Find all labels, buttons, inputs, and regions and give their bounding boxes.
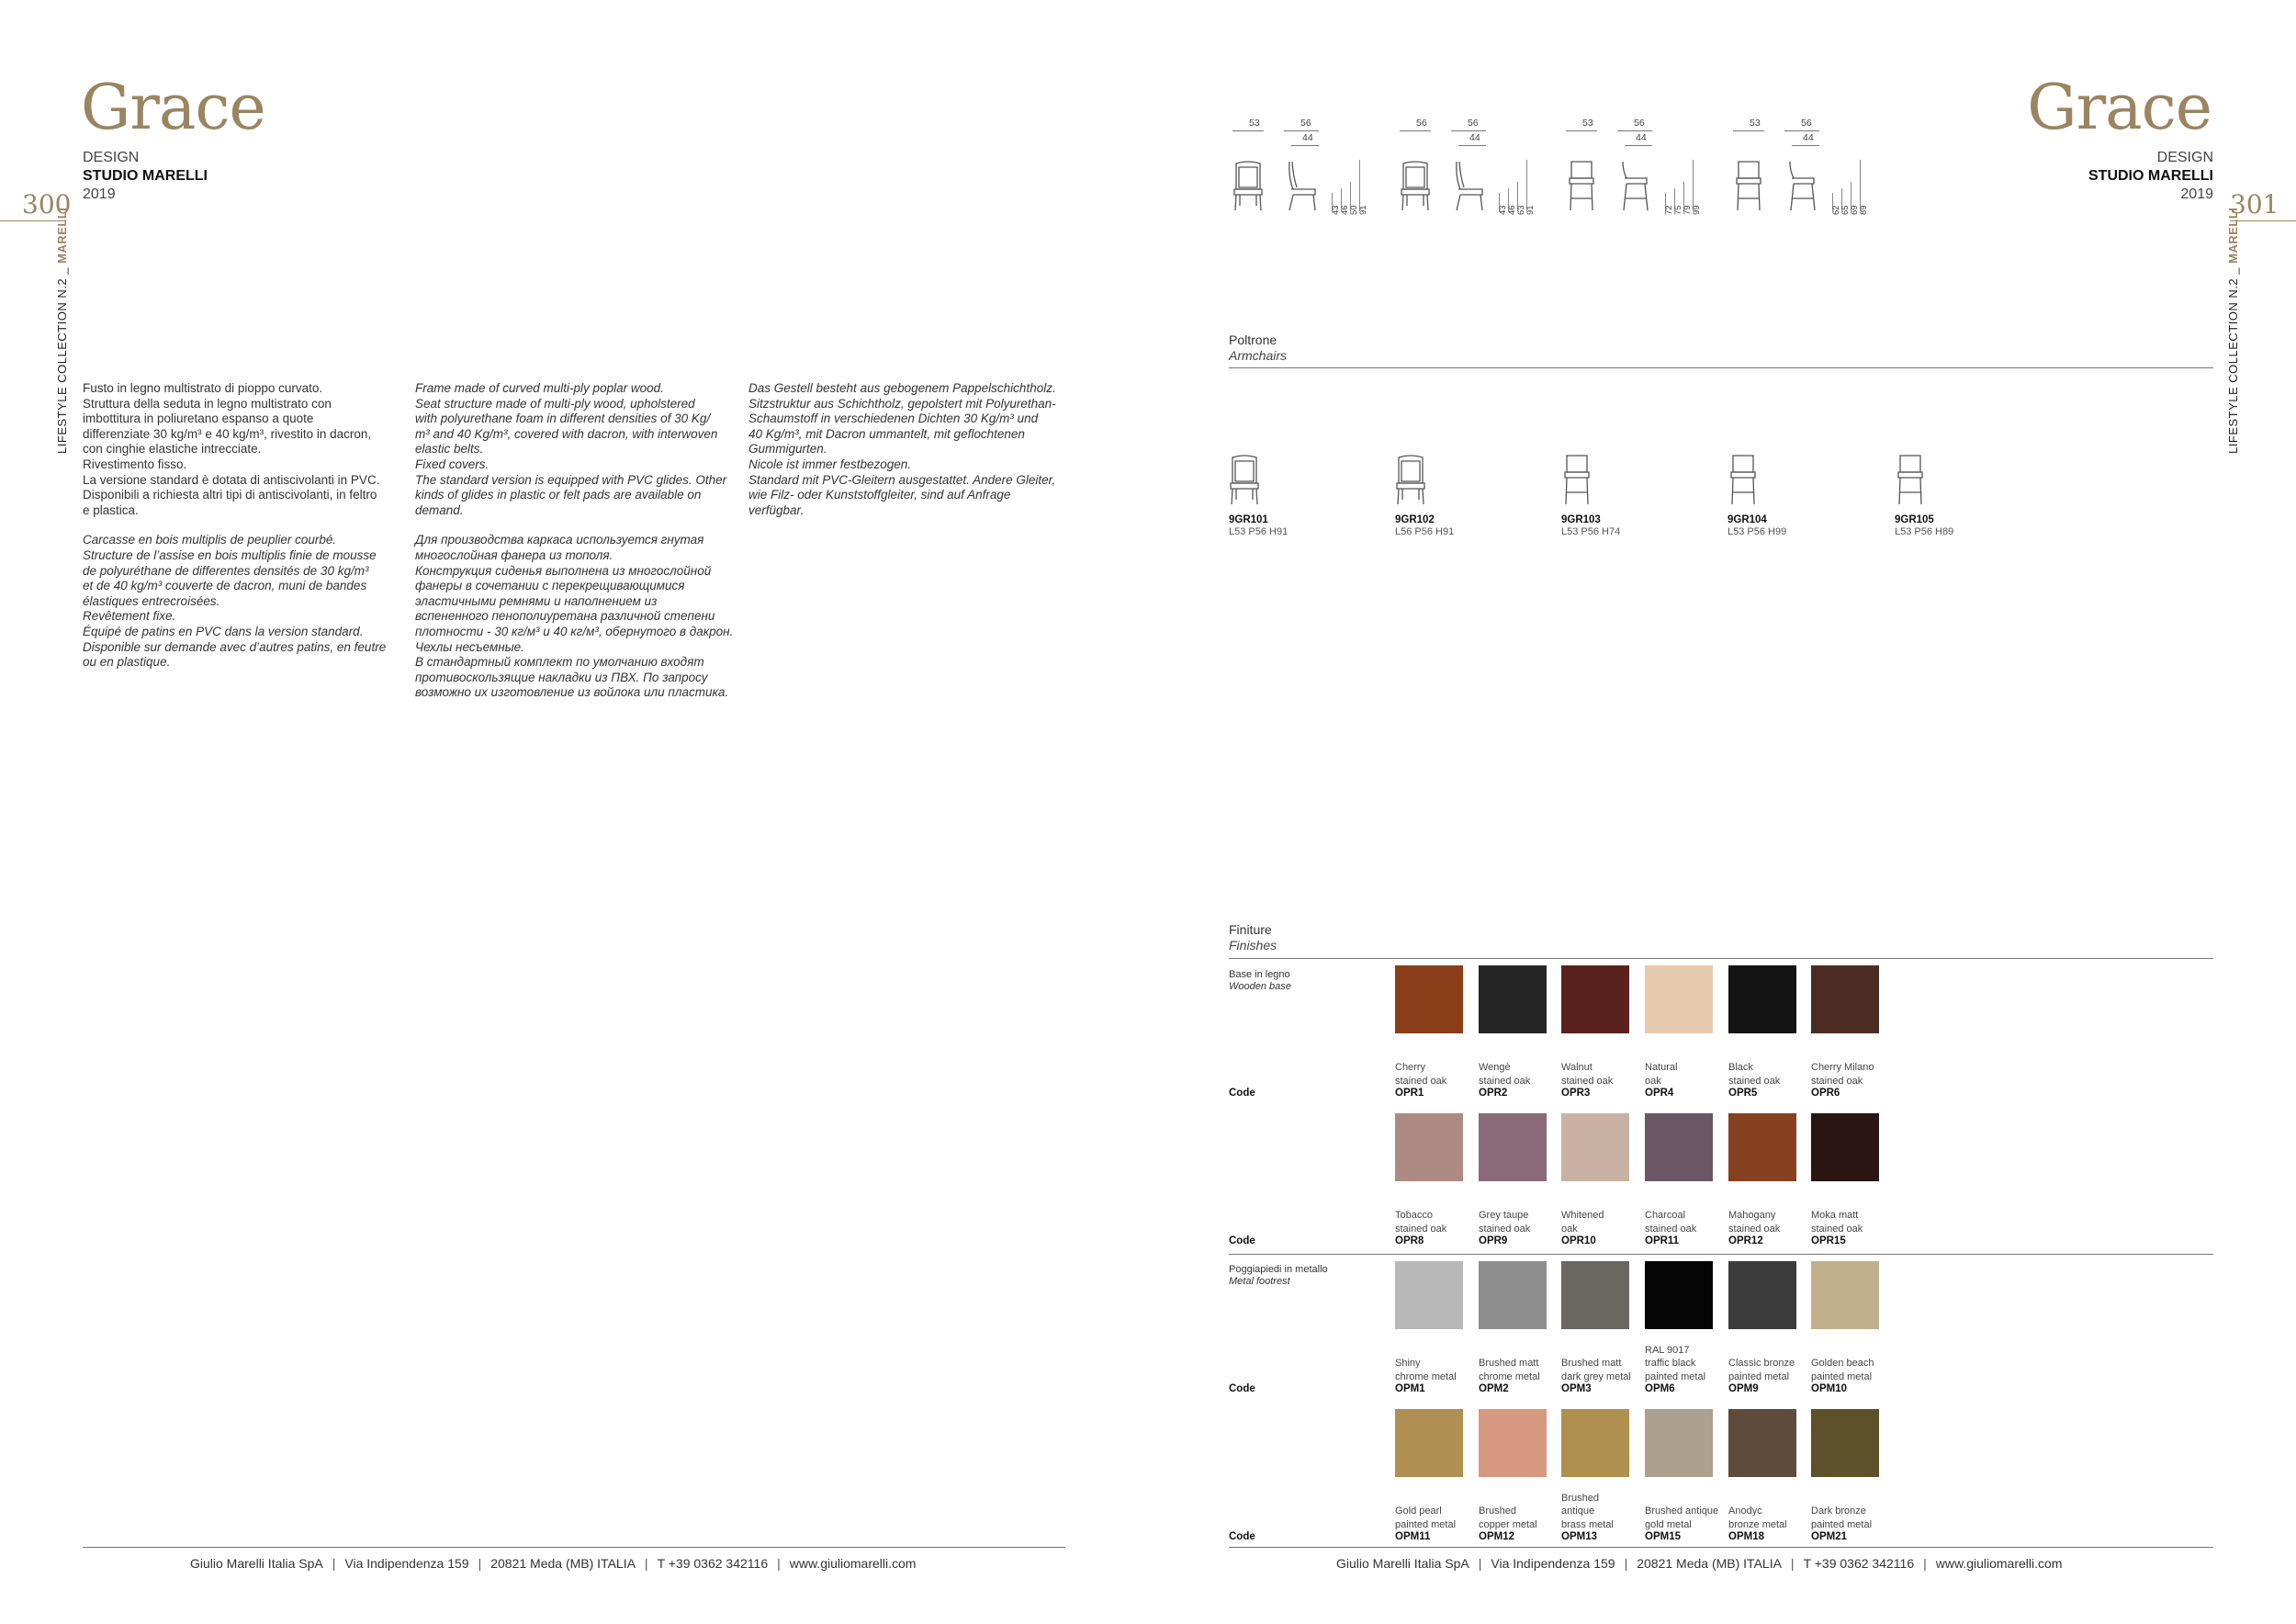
drawing-group [1729,116,1895,217]
height-dim: 91 [1358,205,1368,215]
finishes-group-rule [1229,1254,2213,1255]
side-label-text: LIFESTYLE COLLECTION N.2 _ [2226,266,2240,454]
finish-swatch[interactable] [1561,1113,1629,1181]
finish-swatch[interactable] [1395,1261,1463,1329]
finish-code: OPR15 [1811,1235,1846,1246]
finish-name: Black stained oak [1728,1062,1781,1087]
armchairs-subtitle: Armchairs [1229,348,1288,363]
footer-website[interactable]: www.giuliomarelli.com [789,1556,917,1571]
design-label: DESIGN [83,150,140,165]
finish-code: OPR11 [1645,1235,1680,1246]
front-width-dim: 53 [1249,118,1260,129]
finish-swatch[interactable] [1811,965,1879,1033]
design-year: 2019 [2180,186,2213,202]
finish-code: OPM13 [1561,1531,1597,1542]
finish-swatch[interactable] [1395,1113,1463,1181]
finish-code: OPM15 [1645,1531,1681,1542]
product-dimensions: L53 P56 H99 [1728,526,1787,537]
design-year: 2019 [83,186,116,202]
chair-front-view [1400,160,1431,216]
right-page-number: 301 [2230,189,2279,220]
finish-name: Cherry stained oak [1395,1062,1447,1087]
finish-name: Tobacco stained oak [1395,1210,1447,1235]
finish-swatch[interactable] [1395,1409,1463,1477]
right-footer-rule [1229,1547,2213,1548]
finish-swatch[interactable] [1561,1409,1629,1477]
code-label: Code [1229,1383,1255,1394]
chair-thumbnail [1229,454,1339,509]
finish-swatch[interactable] [1811,1113,1879,1181]
product-code: 9GR103 [1561,514,1601,525]
height-tick [1693,160,1694,211]
armchair-product[interactable] [1561,454,1671,538]
chair-side-view [1786,160,1818,216]
product-code: 9GR101 [1229,514,1268,525]
height-dim: 99 [1692,205,1702,215]
height-dim: 79 [1683,205,1693,215]
right-side-label [2226,208,2240,454]
height-dim: 46 [1340,205,1350,215]
finish-name: Natural oak [1645,1062,1678,1087]
seat-depth-dim: 44 [1469,132,1480,143]
armchairs-title: Poltrone [1229,333,1277,347]
chair-side-view [1286,160,1317,216]
chair-side-view [1619,160,1650,216]
finish-name: Cherry Milano stained oak [1811,1062,1874,1087]
finish-group-subtitle: Wooden base [1229,981,1291,992]
side-label-brand: MARELLI [2226,207,2240,264]
finish-name: Golden beach painted metal [1811,1358,1874,1382]
dim-line [1451,130,1486,131]
left-footer: Giulio Marelli Italia SpA | Via Indipendenza 159 | 20821 Meda (MB) ITALIA | T +39 0362 342116 | www.giuliomarelli.com [190,1556,917,1571]
finish-swatch[interactable] [1728,1261,1796,1329]
finish-code: OPR12 [1728,1235,1763,1246]
finish-name: Wengè stained oak [1479,1062,1531,1087]
finish-code: OPR4 [1645,1088,1674,1099]
finish-swatch[interactable] [1645,1113,1713,1181]
footer-phone: T +39 0362 342116 [1803,1556,1915,1571]
finish-group-label [1229,1264,1328,1288]
footer-website[interactable]: www.giuliomarelli.com [1935,1556,2063,1571]
side-label-text: LIFESTYLE COLLECTION N.2 _ [55,266,69,454]
finish-name: Brushed antique gold metal [1645,1506,1719,1530]
dim-line [1284,130,1319,131]
finish-name: Brushed matt chrome metal [1479,1358,1540,1382]
finish-name: Brushed copper metal [1479,1506,1537,1530]
finish-name: Brushed antique brass metal [1561,1492,1614,1530]
finishes-title: Finiture [1229,922,1272,937]
product-dimensions: L53 P56 H74 [1561,526,1621,537]
left-footer-rule [83,1547,1065,1548]
code-label: Code [1229,1088,1255,1099]
dim-line [1232,130,1264,131]
finish-swatch[interactable] [1728,1113,1796,1181]
finish-name: RAL 9017 traffic black painted metal [1645,1344,1706,1382]
finish-code: OPR3 [1561,1088,1591,1099]
paragraph-russian: Для производства каркаса используется гнутая многослойная фанера из тополя. Конструкция сиденья выполнена из многослойной фанеры в сочетании с перекрещивающимися эластичными ремнями и наполнением из вспененного пенополиуретана различной степени плотности - 30 кг/м³ и 40 кг/м³, обернутого в дакрон. Чехлы несъемные. В стандартный комплект по умолчанию входят противоскользящие накладки из ПВХ. По запросу возможно их изготовление из войлока или пластика. [415,533,734,700]
chair-front-view [1232,160,1264,216]
dim-line [1400,130,1431,131]
height-dim: 72 [1664,205,1674,215]
side-label-brand: MARELLI [55,207,69,264]
finish-code: OPM11 [1395,1531,1431,1542]
finish-name: Grey taupe stained oak [1479,1210,1531,1235]
finish-name: Brushed matt dark grey metal [1561,1358,1631,1382]
footer-city: 20821 Meda (MB) ITALIA [1637,1556,1782,1571]
dim-line [1784,130,1819,131]
finish-swatch[interactable] [1479,1113,1547,1181]
finish-code: OPM10 [1811,1383,1847,1394]
finish-name: Moka matt stained oak [1811,1210,1863,1235]
design-label: DESIGN [2156,150,2213,165]
finishes-subtitle: Finishes [1229,938,1277,953]
right-footer: Giulio Marelli Italia SpA | Via Indipendenza 159 | 20821 Meda (MB) ITALIA | T +39 0362 342116 | www.giuliomarelli.com [1336,1556,2063,1571]
armchair-product[interactable] [1728,454,1838,538]
finish-code: OPR10 [1561,1235,1596,1246]
height-tick [1359,160,1360,211]
left-design-block [83,149,208,204]
left-side-label [55,208,69,454]
finish-name: Classic bronze painted metal [1728,1358,1795,1382]
finishes-rule [1229,958,2213,959]
height-dim: 46 [1507,205,1517,215]
finish-code: OPR6 [1811,1088,1840,1099]
finish-swatch[interactable] [1728,1409,1796,1477]
front-width-dim: 53 [1582,118,1593,129]
armchair-product[interactable] [1895,454,2005,538]
finish-swatch[interactable] [1479,1261,1547,1329]
chair-side-view [1453,160,1484,216]
product-dimensions: L56 P56 H91 [1395,526,1455,537]
chair-front-view [1566,160,1597,216]
text-column-italian-french [83,381,413,685]
finish-code: OPM21 [1811,1531,1847,1542]
finish-name: Mahogany stained oak [1728,1210,1781,1235]
finish-code: OPM12 [1479,1531,1514,1542]
product-code: 9GR105 [1895,514,1934,525]
drawing-group [1396,116,1561,217]
side-depth-dim: 56 [1300,118,1311,129]
product-dimensions: L53 P56 H89 [1895,526,1954,537]
dim-line [1617,130,1652,131]
dim-line [1566,130,1597,131]
finish-code: OPM6 [1645,1383,1675,1394]
finish-swatch[interactable] [1811,1261,1879,1329]
finish-group-title: Poggiapiedi in metallo [1229,1264,1328,1275]
code-label: Code [1229,1235,1255,1246]
code-label: Code [1229,1531,1255,1542]
height-dim: 50 [1349,205,1359,215]
side-depth-dim: 56 [1634,118,1645,129]
product-code: 9GR104 [1728,514,1767,525]
dim-line [1733,130,1764,131]
finishes-heading [1229,922,1277,953]
finish-name: Whitened oak [1561,1210,1604,1235]
front-width-dim: 53 [1750,118,1761,129]
finish-swatch[interactable] [1645,1409,1713,1477]
finish-group-label [1229,969,1291,993]
finish-swatch[interactable] [1811,1409,1879,1477]
height-dim: 91 [1525,205,1536,215]
finish-swatch[interactable] [1479,1409,1547,1477]
finish-code: OPM18 [1728,1531,1764,1542]
dim-line [1792,145,1819,146]
finish-code: OPR5 [1728,1088,1758,1099]
left-brand-title: Grace [81,72,265,144]
finish-swatch[interactable] [1479,965,1547,1033]
paragraph-english: Frame made of curved multi-ply poplar wood. Seat structure made of multi-ply wood, upholstered with polyurethane foam in different densities of 30 Kg/ m³ and 40 Kg/m³, covered with dacron, with interwoven elastic belts. Fixed covers. The standard version is equipped with PVC glides. Other kinds of glides in plastic or felt pads are available on demand. [415,381,727,517]
designer-name: STUDIO MARELLI [2088,168,2213,184]
footer-phone: T +39 0362 342116 [657,1556,769,1571]
drawing-group [1229,116,1394,217]
chair-thumbnail [1561,454,1671,509]
finish-code: OPR9 [1479,1235,1508,1246]
side-depth-dim: 56 [1801,118,1812,129]
finish-code: OPM2 [1479,1383,1509,1394]
paragraph-french: Carcasse en bois multiplis de peuplier courbé. Structure de l’assise en bois multiplis finie de mousse de polyuréthane de differentes densités de 30 kg/m³ et de 40 kg/m³ couverte de dacron, muni de bandes élastiques entrecroisées. Revêtement fixe. Équipé de patins en PVC dans la version standard. Disponible sur demande avec d’autres patins, en feutre ou en plastique. [83,533,387,670]
chair-thumbnail [1895,454,2005,509]
footer-address: Via Indipendenza 159 [344,1556,469,1571]
designer-name: STUDIO MARELLI [83,168,208,184]
seat-depth-dim: 44 [1302,132,1313,143]
footer-city: 20821 Meda (MB) ITALIA [490,1556,636,1571]
left-page-number: 300 [22,189,72,220]
finish-name: Charcoal stained oak [1645,1210,1697,1235]
height-dim: 43 [1331,205,1341,215]
footer-company: Giulio Marelli Italia SpA [1336,1556,1469,1571]
height-dim: 69 [1850,205,1860,215]
height-dim: 63 [1516,205,1526,215]
front-width-dim: 56 [1416,118,1427,129]
right-brand-title: Grace [2027,72,2212,144]
dim-line [1625,145,1652,146]
finish-code: OPR1 [1395,1088,1424,1099]
height-dim: 62 [1831,205,1841,215]
finish-code: OPM9 [1728,1383,1759,1394]
chair-front-view [1733,160,1764,216]
finish-swatch[interactable] [1561,1261,1629,1329]
armchairs-rule [1229,367,2213,368]
finish-name: Gold pearl painted metal [1395,1506,1457,1530]
armchairs-heading [1229,333,1287,364]
finish-code: OPR8 [1395,1235,1424,1246]
paragraph-italian: Fusto in legno multistrato di pioppo curvato. Struttura della seduta in legno multistrato con imbottitura in poliuretano espanso a quote differenziate 30 kg/m³ e 40 kg/m³, rivestito in dacron, con cinghie elastiche intrecciate. Rivestimento fisso. La versione standard è dotata di antiscivolanti in PVC. Disponibili a richiesta altri tipi di antiscivolanti, in feltro e plastica. [83,381,380,517]
finish-group-subtitle: Metal footrest [1229,1276,1290,1287]
seat-depth-dim: 44 [1803,132,1814,143]
height-dim: 89 [1859,205,1869,215]
finish-name: Dark bronze painted metal [1811,1506,1873,1530]
dim-line [1458,145,1486,146]
finish-code: OPR2 [1479,1088,1508,1099]
right-design-block [2088,149,2213,204]
finish-swatch[interactable] [1395,965,1463,1033]
product-dimensions: L53 P56 H91 [1229,526,1289,537]
finish-swatch[interactable] [1728,965,1796,1033]
finish-code: OPM3 [1561,1383,1592,1394]
chair-thumbnail [1395,454,1505,509]
height-tick [1860,160,1861,211]
side-depth-dim: 56 [1468,118,1479,129]
height-dim: 75 [1673,205,1683,215]
armchair-product[interactable] [1229,454,1339,538]
finish-name: Anodyc bronze metal [1728,1506,1787,1530]
chair-thumbnail [1728,454,1838,509]
text-column-english-russian [415,381,746,716]
seat-depth-dim: 44 [1636,132,1647,143]
height-dim: 43 [1498,205,1508,215]
paragraph-german: Das Gestell besteht aus gebogenem Pappelschichtholz. Sitzstruktur aus Schichtholz, gepolstert mit Polyurethan- Schaumstoff in verschiedenen Dichten 30 Kg/m³ und 40 Kg/m³, mit Dacron ummantelt, mit geflochtenen Gummigurten. Nicole ist immer festbezogen. Standard mit PVC-Gleitern ausgestattet. Andere Gleiter, wie Filz- oder Kunststoffgleiter, sind auf Anfrage verfügbar. [748,381,1056,517]
armchair-product[interactable] [1395,454,1505,538]
drawing-group [1562,116,1728,217]
height-tick [1526,160,1527,211]
footer-address: Via Indipendenza 159 [1491,1556,1615,1571]
dim-line [1291,145,1319,146]
finish-code: OPM1 [1395,1383,1425,1394]
finish-name: Shiny chrome metal [1395,1358,1457,1382]
finish-group-title: Base in legno [1229,969,1290,980]
height-dim: 65 [1840,205,1851,215]
text-column-german [748,381,1079,533]
finish-swatch[interactable] [1561,965,1629,1033]
footer-company: Giulio Marelli Italia SpA [190,1556,323,1571]
finish-swatch[interactable] [1645,1261,1713,1329]
product-code: 9GR102 [1395,514,1435,525]
finish-name: Walnut stained oak [1561,1062,1614,1087]
finish-swatch[interactable] [1645,965,1713,1033]
